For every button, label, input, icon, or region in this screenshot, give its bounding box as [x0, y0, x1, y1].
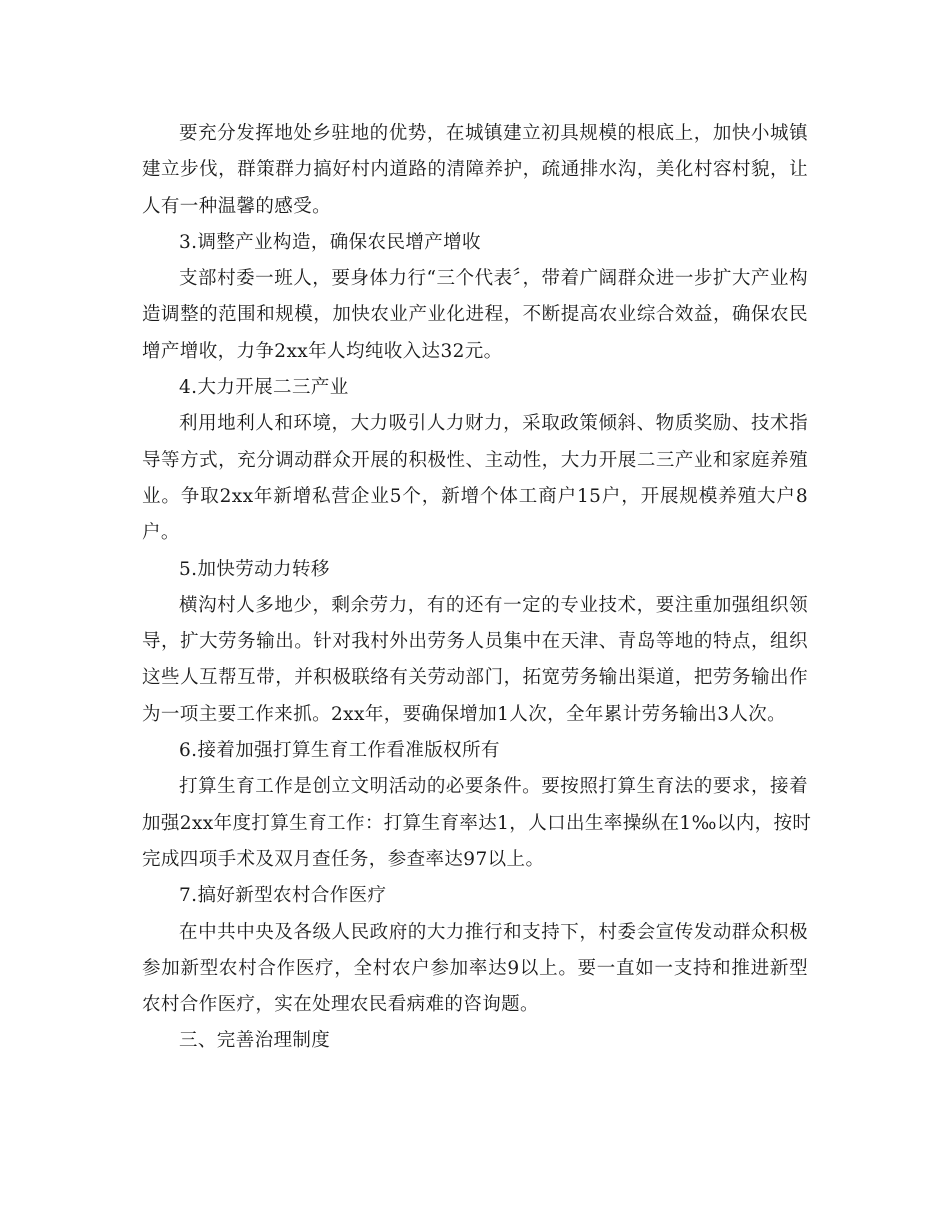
- section-heading: 7.搞好新型农村合作医疗: [179, 885, 387, 907]
- paragraph-line: 要充分发挥地处乡驻地的优势，在城镇建立初具规模的根底上，加快小城镇: [179, 123, 808, 144]
- paragraph-line: 业。争取2xx年新增私营企业5个，新增个体工商户15户，开展规模养殖大户8: [142, 485, 808, 507]
- section-heading: 3.调整产业构造，确保农民增产增收: [179, 231, 481, 253]
- paragraph-line: 支部村委一班人，要身体力行“三个代表〞，带着广阔群众进一步扩大产业构: [179, 268, 808, 290]
- section-heading: 5.加快劳动力转移: [179, 558, 330, 580]
- paragraph-line: 增产增收，力争2xx年人均纯收入达32元。: [142, 340, 503, 362]
- paragraph-line: 打算生育工作是创立文明活动的必要条件。要按照打算生育法的要求，接着: [179, 776, 808, 798]
- section-heading: 三、完善治理制度: [179, 1030, 331, 1052]
- document-body: [142, 116, 812, 1060]
- paragraph-line: 建立步伐，群策群力搞好村内道路的清障养护，疏通排水沟，美化村容村貌，让: [142, 159, 808, 181]
- paragraph-line: 这些人互帮互带，并积极联络有关劳动部门，拓宽劳务输出渠道，把劳务输出作: [142, 667, 808, 689]
- paragraph-line: 加强2xx年度打算生育工作：打算生育率达1，人口出生率操纵在1‰以内，按时: [142, 812, 812, 834]
- paragraph-line: 导等方式，充分调动群众开展的积极性、主动性，大力开展二三产业和家庭养殖: [142, 449, 808, 471]
- paragraph-line: 导，扩大劳务输出。针对我村外出劳务人员集中在天津、青岛等地的特点，组织: [142, 631, 808, 653]
- paragraph-line: 完成四项手术及双月查任务，参查率达97以上。: [142, 848, 545, 870]
- paragraph-line: 为一项主要工作来抓。2xx年，要确保增加1人次，全年累计劳务输出3人次。: [142, 703, 787, 725]
- paragraph-line: 利用地利人和环境，大力吸引人力财力，采取政策倾斜、物质奖励、技术指: [179, 413, 808, 435]
- paragraph-line: 农村合作医疗，实在处理农民看病难的咨询题。: [142, 994, 539, 1016]
- section-heading: 4.大力开展二三产业: [179, 377, 349, 399]
- paragraph-line: 横沟村人多地少，剩余劳力，有的还有一定的专业技术，要注重加强组织领: [179, 594, 808, 616]
- section-heading: 6.接着加强打算生育工作看准版权所有: [179, 740, 500, 762]
- paragraph-line: 参加新型农村合作医疗，全村农户参加率达9以上。要一直如一支持和推进新型: [142, 957, 808, 979]
- paragraph-line: 人有一种温馨的感受。: [142, 195, 332, 217]
- paragraph-line: 在中共中央及各级人民政府的大力推行和支持下，村委会宣传发动群众积极: [179, 921, 808, 943]
- paragraph-line: 造调整的范围和规模，加快农业产业化进程，不断提高农业综合效益，确保农民: [142, 304, 808, 326]
- paragraph-line: 户。: [142, 522, 180, 544]
